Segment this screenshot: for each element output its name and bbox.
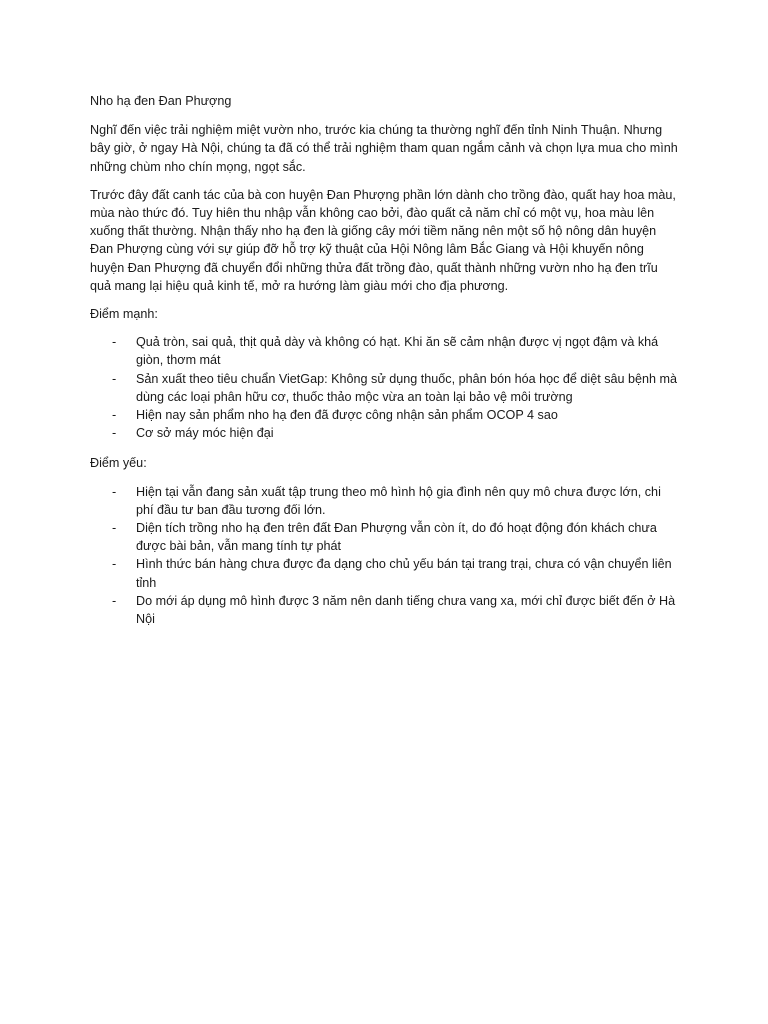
bullet-dash: - <box>112 521 117 536</box>
list-item <box>90 519 680 555</box>
list-item-text: Cơ sở máy móc hiện đại <box>136 426 274 441</box>
list-item <box>90 592 680 628</box>
weaknesses-heading: Điểm yếu: <box>90 456 147 471</box>
strengths-list <box>90 333 680 442</box>
list-item-text: Do mới áp dụng mô hình được 3 năm nên danh tiếng chưa vang xa, mới chỉ được biết đến ở Hà Nội <box>136 593 676 627</box>
intro-paragraph: Nghĩ đến việc trải nghiệm miệt vườn nho, trước kia chúng ta thường nghĩ đến tỉnh Ninh Thuận. Nhưng bây giờ, ở ngay Hà Nội, chúng ta đã có thể trải nghiệm tham quan ngắm cảnh và chọn lựa mua cho mình những chùm nho chín mọng, ngọt sắc. <box>90 123 678 174</box>
list-item <box>90 424 680 442</box>
document-page <box>90 92 680 640</box>
bullet-dash: - <box>112 371 117 386</box>
bullet-dash: - <box>112 484 117 499</box>
list-item-text: Hiện nay sản phẩm nho hạ đen đã được công nhận sản phẩm OCOP 4 sao <box>136 408 558 423</box>
strengths-heading: Điểm mạnh: <box>90 307 158 322</box>
list-item <box>90 406 680 424</box>
list-item-text: Sản xuất theo tiêu chuẩn VietGap: Không sử dụng thuốc, phân bón hóa học để diệt sâu bệnh mà dùng các loại phân hữu cơ, thuốc thảo mộc vừa an toàn lại bảo vệ môi trường <box>136 371 678 404</box>
bullet-dash: - <box>112 335 117 350</box>
list-item-text: Hiện tại vẫn đang sản xuất tập trung theo mô hình hộ gia đình nên quy mô chưa được lớn, chi phí đầu tư ban đầu tương đối lớn. <box>136 484 661 517</box>
list-item <box>90 370 680 406</box>
bullet-dash: - <box>112 408 117 423</box>
list-item-text: Hình thức bán hàng chưa được đa dạng cho chủ yếu bán tại trang trại, chưa có vận chuyển liên tỉnh <box>136 557 672 590</box>
bullet-dash: - <box>112 557 117 572</box>
weaknesses-list <box>90 483 680 629</box>
document-title: Nho hạ đen Đan Phượng <box>90 94 232 108</box>
bullet-dash: - <box>112 593 117 608</box>
list-item-text: Quả tròn, sai quả, thịt quả dày và không có hạt. Khi ăn sẽ cảm nhận được vị ngọt đậm và khá giòn, thơm mát <box>136 335 659 368</box>
list-item <box>90 333 680 369</box>
list-item-text: Diện tích trồng nho hạ đen trên đất Đan Phượng vẫn còn ít, do đó hoạt động đón khách chưa được bài bản, vẫn mang tính tự phát <box>136 521 657 554</box>
bullet-dash: - <box>112 426 117 441</box>
list-item <box>90 483 680 519</box>
list-item <box>90 555 680 591</box>
background-paragraph: Trước đây đất canh tác của bà con huyện Đan Phượng phần lớn dành cho trồng đào, quất hay hoa màu, mùa nào thức đó. Tuy hiên thu nhập vẫn không cao bởi, đào quất cả năm chỉ có một vụ, hoa màu lên xuống thất thường. Nhận thấy nho hạ đen là giống cây mới tiềm năng nên một số hộ nông dân huyện Đan Phượng cùng với sự giúp đỡ hỗ trợ kỹ thuật của Hội Nông lâm Bắc Giang và Hội khuyến nông huyện Đan Phượng đã chuyển đổi những thửa đất trồng đào, quất thành những vườn nho hạ đen trĩu quả mang lại hiệu quả kinh tế, mở ra hướng làm giàu mới cho địa phương. <box>90 187 676 293</box>
